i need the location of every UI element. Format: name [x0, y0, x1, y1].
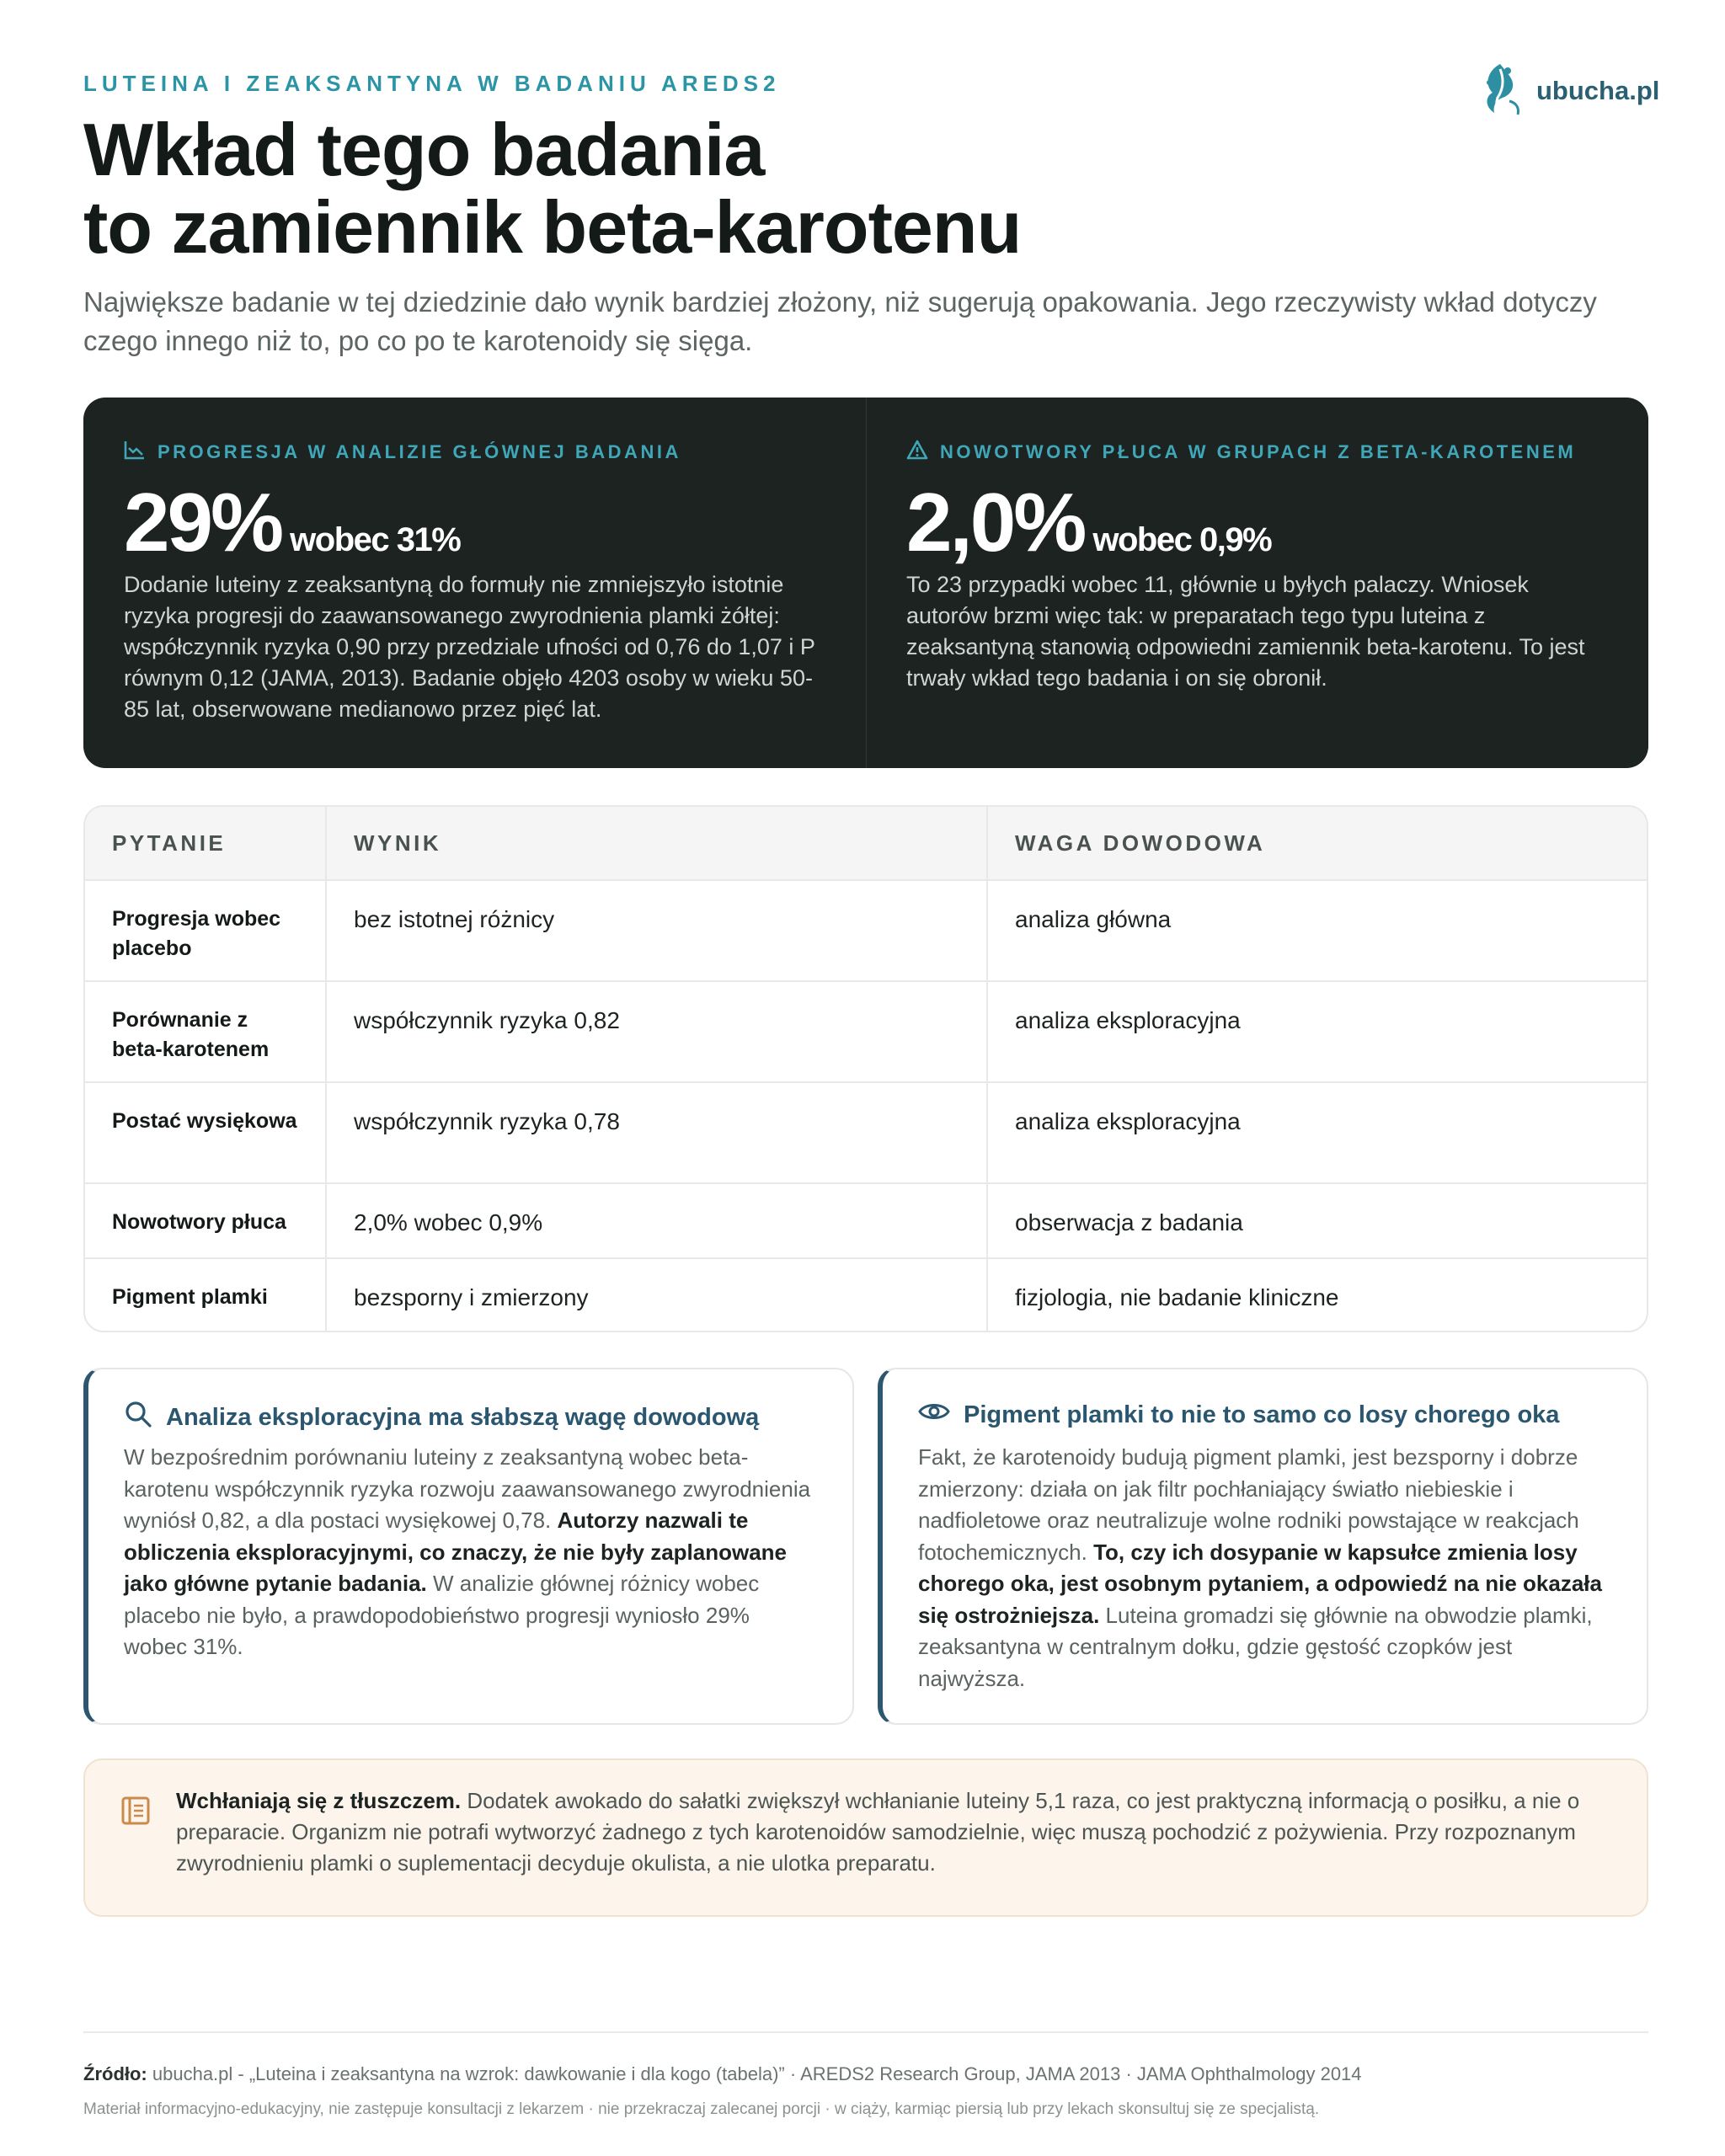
cell-weight: obserwacja z badania: [987, 1183, 1647, 1258]
cell-result: bez istotnej różnicy: [326, 880, 987, 981]
stat-compare: wobec 0,9%: [1092, 521, 1272, 558]
brand-logo[interactable]: [1476, 59, 1660, 123]
evidence-table: [83, 805, 1648, 1332]
callout-title-text: Analiza eksploracyjna ma słabszą wagę dowodową: [166, 1403, 760, 1431]
cell-question: Nowotwory płuca: [85, 1183, 326, 1258]
cell-question: Postać wysiękowa: [85, 1082, 326, 1183]
stat-value-group: [906, 475, 1271, 570]
source-line: [83, 2063, 1362, 2085]
cell-weight: analiza główna: [987, 880, 1647, 981]
stat-compare: wobec 31%: [290, 521, 461, 558]
warning-triangle-icon: [906, 440, 928, 465]
footer-divider: [83, 2031, 1648, 2033]
disclaimer: Materiał informacyjno-edukacyjny, nie zastępuje konsultacji z lekarzem · nie przekraczaj zalecanej porcji · w ciąży, karmiąc piersią lub przy lekach skonsultuj się ze specjalistą.: [83, 2100, 1320, 2118]
callout-title-text: Pigment plamki to nie to samo co losy chorego oka: [964, 1401, 1560, 1428]
leaf-logo-icon: [1476, 59, 1525, 124]
magnifier-icon: [124, 1400, 152, 1435]
trend-chart-icon: [124, 440, 146, 465]
table-row: [85, 880, 1647, 981]
lead-paragraph: Największe badanie w tej dziedzinie dało wynik bardziej złożony, niż sugerują opakowania. Jego rzeczywisty wkład dotyczy czego innego niż to, po co po te karotenoidy się sięga.: [83, 286, 1597, 356]
title-line-1: Wkład tego badania: [83, 108, 765, 191]
table-row: [85, 1258, 1647, 1331]
callout-body: [124, 1442, 814, 1663]
stat-description: To 23 przypadki wobec 11, głównie u byłych palaczy. Wniosek autorów brzmi więc tak: w preparatach tego typu luteina z zeaksantyną stanowią odpowiedni zamiennik beta-karotenu. To jest trwały wkład tego badania i on się obronił.: [906, 572, 1585, 691]
cell-question: Pigment plamki: [112, 1285, 268, 1309]
callout-exploratory: [83, 1368, 854, 1725]
cell-result: współczynnik ryzyka 0,82: [326, 981, 987, 1082]
stat-label: [124, 440, 681, 465]
cell-result: bezsporny i zmierzony: [326, 1258, 987, 1331]
key-stats-panel: [83, 398, 1648, 768]
cell-weight: fizjologia, nie badanie kliniczne: [987, 1258, 1647, 1331]
stat-lung-cancer: [866, 398, 1648, 768]
note-body: [176, 1785, 1625, 1879]
eye-icon: [918, 1400, 950, 1430]
fat-absorption-note: [83, 1758, 1648, 1917]
note-text: Dodatek awokado do sałatki zwiększył wchłanianie luteiny 5,1 raza, co jest praktyczną informacją o posiłku, a nie o preparacie. Organizm nie potrafi wytworzyć żadnego z tych karotenoidów samodzielnie, więc muszą pochodzić z pożywienia. Przy rozpoznanym zwyrodnieniu plamki o suplementacji decyduje okulista, a nie ulotka preparatu.: [176, 1788, 1580, 1876]
cell-question: Progresja wobec placebo: [85, 880, 326, 981]
source-label: Źródło:: [83, 2063, 147, 2084]
stat-value: 2,0%: [906, 476, 1085, 568]
page-title: [83, 108, 1022, 269]
source-text: ubucha.pl - „Luteina i zeaksantyna na wzrok: dawkowanie i dla kogo (tabela)” · AREDS2 Research Group, JAMA 2013 · JAMA Ophthalmology 2014: [147, 2063, 1362, 2084]
callout-emphasis: Autorzy nazwali te obliczenia eksploracyjnymi, co znaczy, że nie były zaplanowane jako główne pytanie badania.: [124, 1508, 788, 1596]
stat-progression: [83, 398, 866, 768]
brand-name: ubucha.pl: [1536, 76, 1660, 105]
stat-value: 29%: [124, 476, 282, 568]
callout-text: W analizie głównej różnicy wobec placebo nie było, a prawdopodobieństwo progresji wyniosło 29% wobec 31%.: [124, 1571, 760, 1659]
callout-text: Luteina gromadzi się głównie na obwodzie plamki, zeaksantyna w centralnym dołku, gdzie gęstość czopków jest najwyższa.: [918, 1602, 1593, 1691]
stat-label-text: NOWOTWORY PŁUCA W GRUPACH Z BETA-KAROTENEM: [940, 441, 1577, 462]
callout-title: [124, 1400, 759, 1435]
cell-question: Porównanie z beta-karotenem: [85, 981, 326, 1082]
title-line-2: to zamiennik beta-karotenu: [83, 185, 1022, 269]
cell-weight: analiza eksploracyjna: [987, 981, 1647, 1082]
note-emphasis: Wchłaniają się z tłuszczem.: [176, 1788, 462, 1813]
table-row: [85, 981, 1647, 1082]
callout-emphasis: To, czy ich dosypanie w kapsułce zmienia losy chorego oka, jest osobnym pytaniem, a odpowiedź na nie okazała się ostrożniejsza.: [918, 1539, 1602, 1628]
table-row: [85, 1183, 1647, 1258]
column-header: PYTANIE: [85, 807, 326, 880]
callout-title: [918, 1400, 1559, 1430]
callout-body: [918, 1442, 1609, 1694]
table-row: [85, 1082, 1647, 1183]
table-header-row: [85, 807, 1647, 880]
stat-value-group: [124, 475, 460, 570]
cell-result: 2,0% wobec 0,9%: [326, 1183, 987, 1258]
column-header: WYNIK: [326, 807, 987, 880]
stat-description: Dodanie luteiny z zeaksantyną do formuły nie zmniejszyło istotnie ryzyka progresji do zaawansowanego zwyrodnienia plamki żółtej: współczynnik ryzyka 0,90 przy przedziale ufności od 0,76 do 1,07 i P równym 0,12 (JAMA, 2013). Badanie objęło 4203 osoby w wieku 50-85 lat, obserwowane medianowo przez pięć lat.: [124, 572, 815, 722]
callout-text: Fakt, że karotenoidy budują pigment plamki, jest bezsporny i dobrze zmierzony: działa on jak filtr pochłaniający światło niebieskie i nadfioletowe oraz neutralizuje wolne rodniki powstające w reakcjach fotochemicznych.: [918, 1444, 1579, 1565]
eyebrow-label: LUTEINA I ZEAKSANTYNA W BADANIU AREDS2: [83, 71, 781, 96]
stat-label: [906, 440, 1576, 465]
stat-label-text: PROGRESJA W ANALIZIE GŁÓWNEJ BADANIA: [158, 441, 681, 462]
callout-text: W bezpośrednim porównaniu luteiny z zeaksantyną wobec beta-karotenu współczynnik ryzyka rozwoju zaawansowanego zwyrodnienia wyniósł 0,82, a dla postaci wysiękowej 0,78.: [124, 1444, 811, 1533]
note-list-icon: [120, 1796, 151, 1830]
column-header: WAGA DOWODOWA: [987, 807, 1647, 880]
cell-weight: analiza eksploracyjna: [987, 1082, 1647, 1183]
callout-pigment: [878, 1368, 1648, 1725]
cell-result: współczynnik ryzyka 0,78: [326, 1082, 987, 1183]
